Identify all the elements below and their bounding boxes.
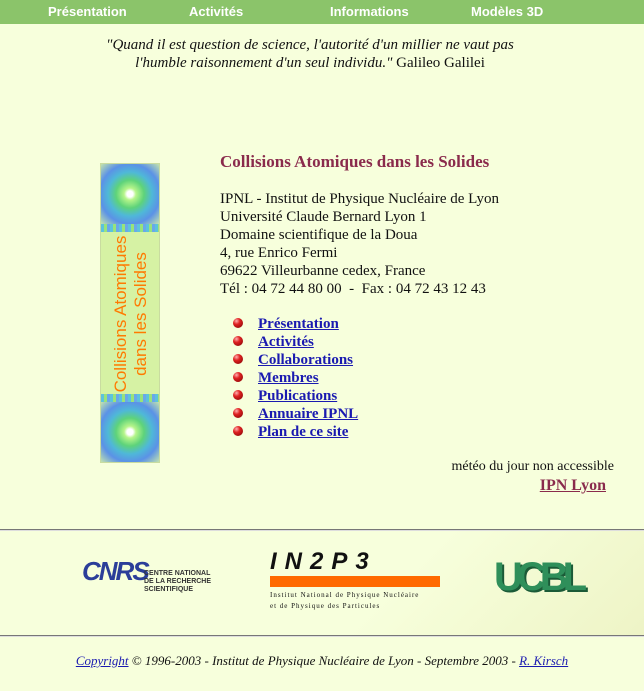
nav-item-informations[interactable]: Informations bbox=[330, 4, 409, 19]
address-line: 69622 Villeurbanne cedex, France bbox=[220, 263, 426, 279]
in2p3-caption bbox=[270, 590, 419, 612]
red-ball-icon bbox=[233, 372, 243, 382]
menu-link-plan-du-site[interactable]: Plan de ce site bbox=[258, 424, 349, 440]
ucbl-mark: UCBL bbox=[494, 555, 582, 599]
menu-item-presentation bbox=[231, 315, 358, 333]
menu-link-presentation[interactable]: Présentation bbox=[258, 316, 339, 332]
menu-link-annuaire-ipnl[interactable]: Annuaire IPNL bbox=[258, 406, 359, 422]
vertical-banner-image bbox=[100, 163, 160, 463]
page-title: Collisions Atomiques dans les Solides bbox=[220, 152, 490, 171]
menu-item-publications bbox=[231, 387, 358, 405]
menu-link-collaborations[interactable]: Collaborations bbox=[258, 352, 354, 368]
banner-line-1: Collisions Atomiques bbox=[111, 235, 130, 393]
in2p3-orange-bar bbox=[270, 576, 440, 587]
in2p3-logo[interactable] bbox=[268, 548, 444, 612]
menu-item-membres bbox=[231, 369, 358, 387]
red-ball-icon bbox=[233, 390, 243, 400]
nav-item-modeles-3d[interactable]: Modèles 3D bbox=[471, 4, 544, 19]
address-line: Domaine scientifique de la Doua bbox=[220, 227, 418, 243]
menu-link-membres[interactable]: Membres bbox=[258, 370, 319, 386]
address-line: Tél : 04 72 44 80 00 - Fax : 04 72 43 12 43 bbox=[220, 281, 486, 297]
nav-item-presentation[interactable]: Présentation bbox=[48, 4, 127, 19]
red-ball-icon bbox=[233, 318, 243, 328]
address-line: Université Claude Bernard Lyon 1 bbox=[220, 209, 427, 225]
galileo-quote bbox=[40, 36, 580, 72]
quote-line-1: "Quand il est question de science, l'autorité d'un millier ne vaut pas bbox=[106, 37, 514, 53]
author-link[interactable]: R. Kirsch bbox=[519, 653, 569, 668]
menu-item-annuaire bbox=[231, 405, 358, 423]
menu-link-activites[interactable]: Activités bbox=[258, 334, 314, 350]
quote-line-2: l'humble raisonnement d'un seul individu." bbox=[135, 55, 393, 71]
red-ball-icon bbox=[233, 354, 243, 364]
nav-item-activites[interactable]: Activités bbox=[189, 4, 244, 19]
weather-status-text: météo du jour non accessible bbox=[451, 459, 614, 474]
address-block bbox=[220, 190, 499, 298]
red-ball-icon bbox=[233, 408, 243, 418]
banner-stripe-top bbox=[101, 224, 159, 232]
banner-line-2: dans les Solides bbox=[131, 252, 150, 376]
red-ball-icon bbox=[233, 426, 243, 436]
top-nav-bar bbox=[0, 0, 644, 24]
cnrs-caption-line: CENTRE NATIONAL bbox=[144, 570, 211, 577]
divider-bottom bbox=[0, 635, 644, 637]
footer-text: © 1996-2003 - Institut de Physique Nucléaire de Lyon - Septembre 2003 - bbox=[131, 653, 516, 668]
cnrs-caption bbox=[144, 570, 211, 594]
menu-item-activites bbox=[231, 333, 358, 351]
copyright-link[interactable]: Copyright bbox=[75, 653, 129, 668]
quote-author: Galileo Galilei bbox=[396, 55, 485, 71]
red-ball-icon bbox=[233, 336, 243, 346]
menu-link-publications[interactable]: Publications bbox=[258, 388, 338, 404]
cnrs-caption-line: DE LA RECHERCHE bbox=[144, 578, 212, 585]
footer bbox=[0, 653, 644, 669]
particle-burst-top-image bbox=[101, 164, 159, 224]
banner-text bbox=[111, 236, 151, 393]
address-line: IPNL - Institut de Physique Nucléaire de Lyon bbox=[220, 191, 499, 207]
main-menu bbox=[231, 315, 358, 441]
in2p3-caption-line: et de Physique des Particules bbox=[270, 602, 381, 610]
in2p3-caption-line: Institut National de Physique Nucléaire bbox=[270, 591, 420, 599]
cnrs-caption-line: SCIENTIFIQUE bbox=[144, 586, 194, 593]
in2p3-mark: IN2P3 bbox=[270, 548, 377, 575]
banner-stripe-bottom bbox=[101, 394, 159, 402]
ucbl-logo[interactable] bbox=[494, 547, 582, 613]
menu-item-plan bbox=[231, 423, 358, 441]
ipn-lyon-link[interactable]: IPN Lyon bbox=[539, 477, 606, 494]
cnrs-logo[interactable] bbox=[82, 548, 222, 612]
menu-item-collaborations bbox=[231, 351, 358, 369]
address-line: 4, rue Enrico Fermi bbox=[220, 245, 338, 261]
cnrs-mark: CNRS bbox=[82, 556, 148, 586]
particle-burst-bottom-image bbox=[101, 402, 159, 462]
